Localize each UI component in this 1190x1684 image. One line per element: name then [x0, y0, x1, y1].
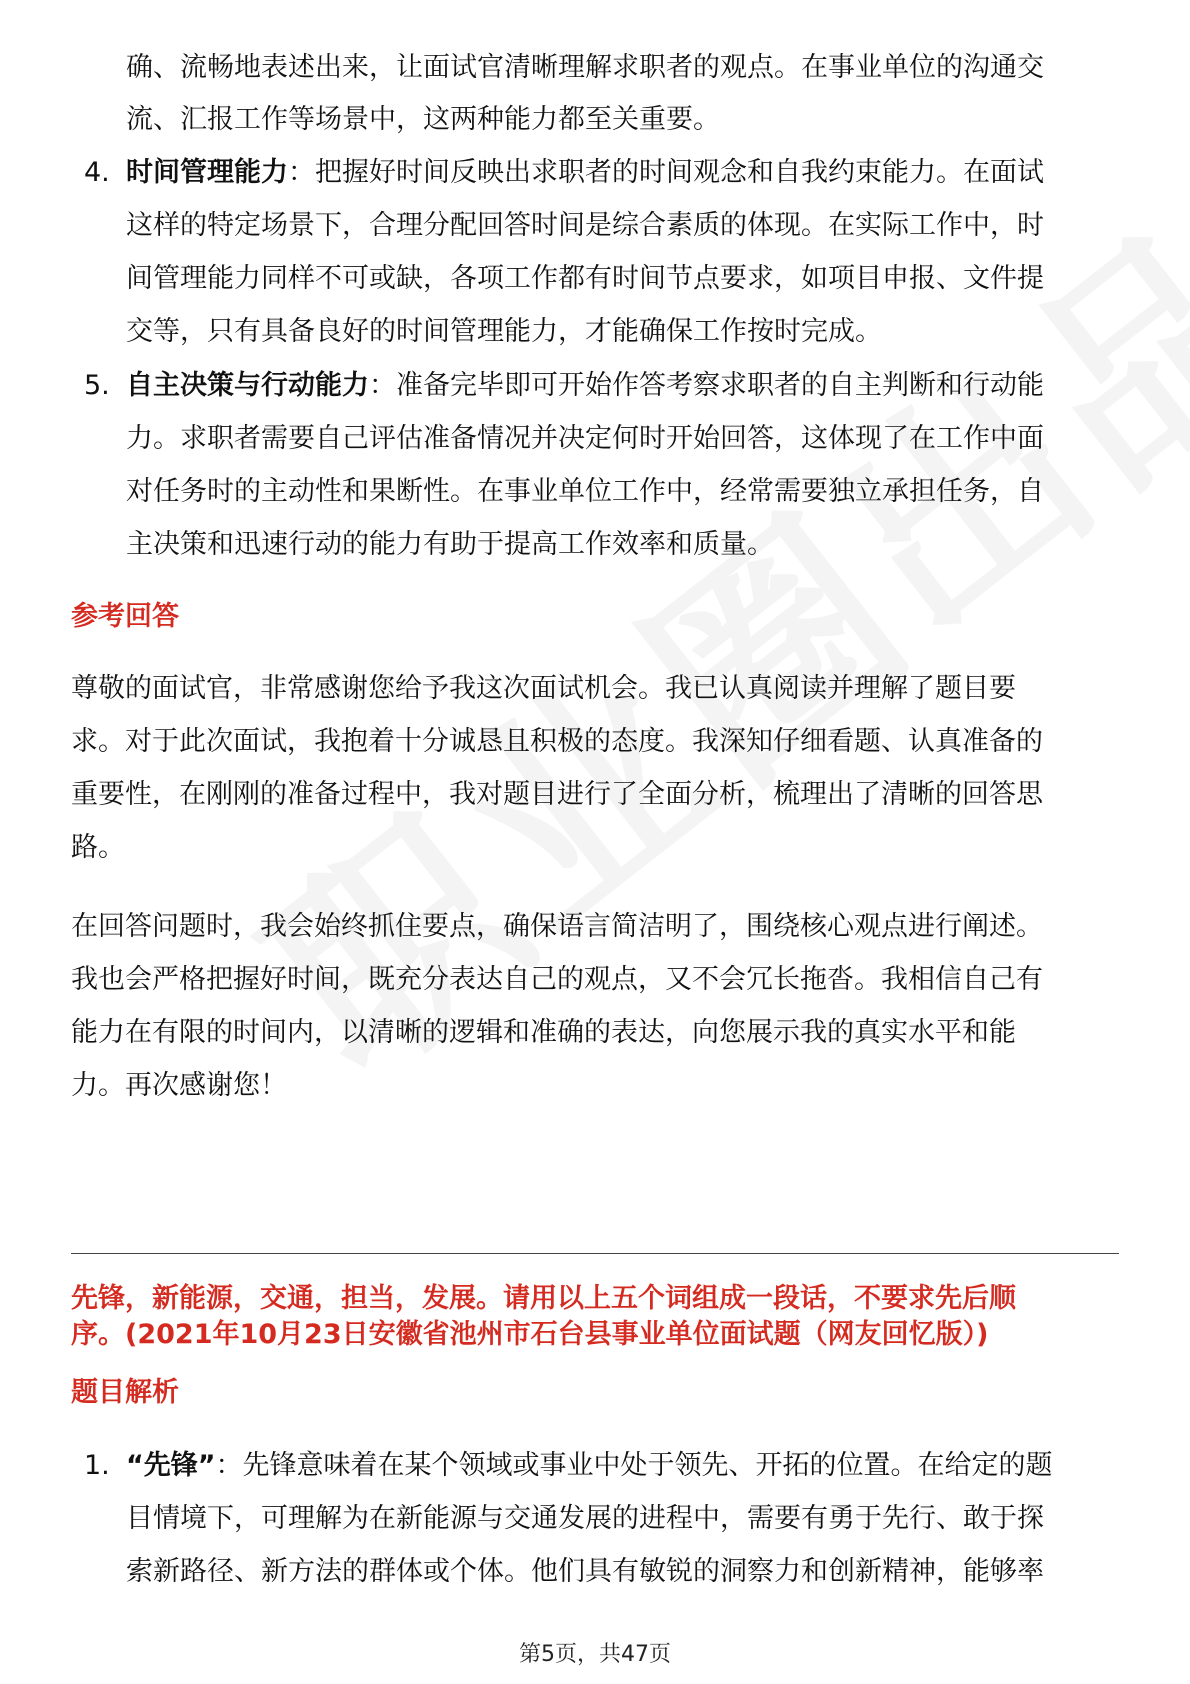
text-line: 确、流畅地表述出来，让面试官清晰理解求职者的观点。在事业单位的沟通交 — [126, 52, 1044, 83]
text-line: 交等，只有具备良好的时间管理能力，才能确保工作按时完成。 — [126, 316, 882, 347]
list-number: 4. — [84, 157, 110, 188]
text-line: 这样的特定场景下，合理分配回答时间是综合素质的体现。在实际工作中，时 — [126, 210, 1044, 241]
page-footer: 第5页，共47页 — [519, 1642, 671, 1667]
list-number: 1. — [84, 1450, 110, 1481]
text-line: 力。再次感谢您！ — [71, 1070, 287, 1101]
text-line: 尊敬的面试官，非常感谢您给予我这次面试机会。我已认真阅读并理解了题目要 — [71, 673, 1016, 704]
list-item-text: ：把握好时间反映出求职者的时间观念和自我约束能力。在面试 — [288, 157, 1044, 188]
list-item-first-line — [126, 1446, 1053, 1486]
list-item-first-line — [126, 153, 1044, 193]
list-item-first-line — [126, 366, 1044, 406]
section-heading: 参考回答 — [71, 601, 179, 632]
question-line: 先锋，新能源，交通，担当，发展。请用以上五个词组成一段话，不要求先后顺 — [71, 1283, 1016, 1314]
question-line: 序。(2021年10月23日安徽省池州市石台县事业单位面试题（网友回忆版）) — [71, 1319, 989, 1350]
text-line: 目情境下，可理解为在新能源与交通发展的进程中，需要有勇于先行、敢于探 — [126, 1503, 1044, 1534]
list-item-term: 时间管理能力 — [126, 157, 288, 188]
list-item-term: 自主决策与行动能力 — [126, 370, 369, 401]
list-item-text: ：先锋意味着在某个领域或事业中处于领先、开拓的位置。在给定的题 — [215, 1450, 1053, 1481]
list-item-term: “先锋” — [126, 1450, 216, 1481]
text-line: 主决策和迅速行动的能力有助于提高工作效率和质量。 — [126, 529, 774, 560]
text-line: 路。 — [71, 832, 125, 863]
text-line: 力。求职者需要自己评估准备情况并决定何时开始回答，这体现了在工作中面 — [126, 423, 1044, 454]
text-line: 间管理能力同样不可或缺，各项工作都有时间节点要求，如项目申报、文件提 — [126, 263, 1044, 294]
text-line: 我也会严格把握好时间，既充分表达自己的观点，又不会冗长拖沓。我相信自己有 — [71, 964, 1043, 995]
text-line: 求。对于此次面试，我抱着十分诚恳且积极的态度。我深知仔细看题、认真准备的 — [71, 726, 1043, 757]
text-line: 对任务时的主动性和果断性。在事业单位工作中，经常需要独立承担任务，自 — [126, 476, 1044, 507]
text-line: 能力在有限的时间内，以清晰的逻辑和准确的表达，向您展示我的真实水平和能 — [71, 1017, 1016, 1048]
divider — [71, 1253, 1119, 1254]
list-item-text: ：准备完毕即可开始作答考察求职者的自主判断和行动能 — [369, 370, 1044, 401]
text-line: 索新路径、新方法的群体或个体。他们具有敏锐的洞察力和创新精神，能够率 — [126, 1556, 1044, 1587]
section-heading: 题目解析 — [71, 1377, 179, 1408]
text-line: 在回答问题时，我会始终抓住要点，确保语言简洁明了，围绕核心观点进行阐述。 — [71, 911, 1043, 942]
text-line: 重要性，在刚刚的准备过程中，我对题目进行了全面分析，梳理出了清晰的回答思 — [71, 779, 1043, 810]
list-number: 5. — [84, 370, 110, 401]
text-line: 流、汇报工作等场景中，这两种能力都至关重要。 — [126, 104, 720, 135]
